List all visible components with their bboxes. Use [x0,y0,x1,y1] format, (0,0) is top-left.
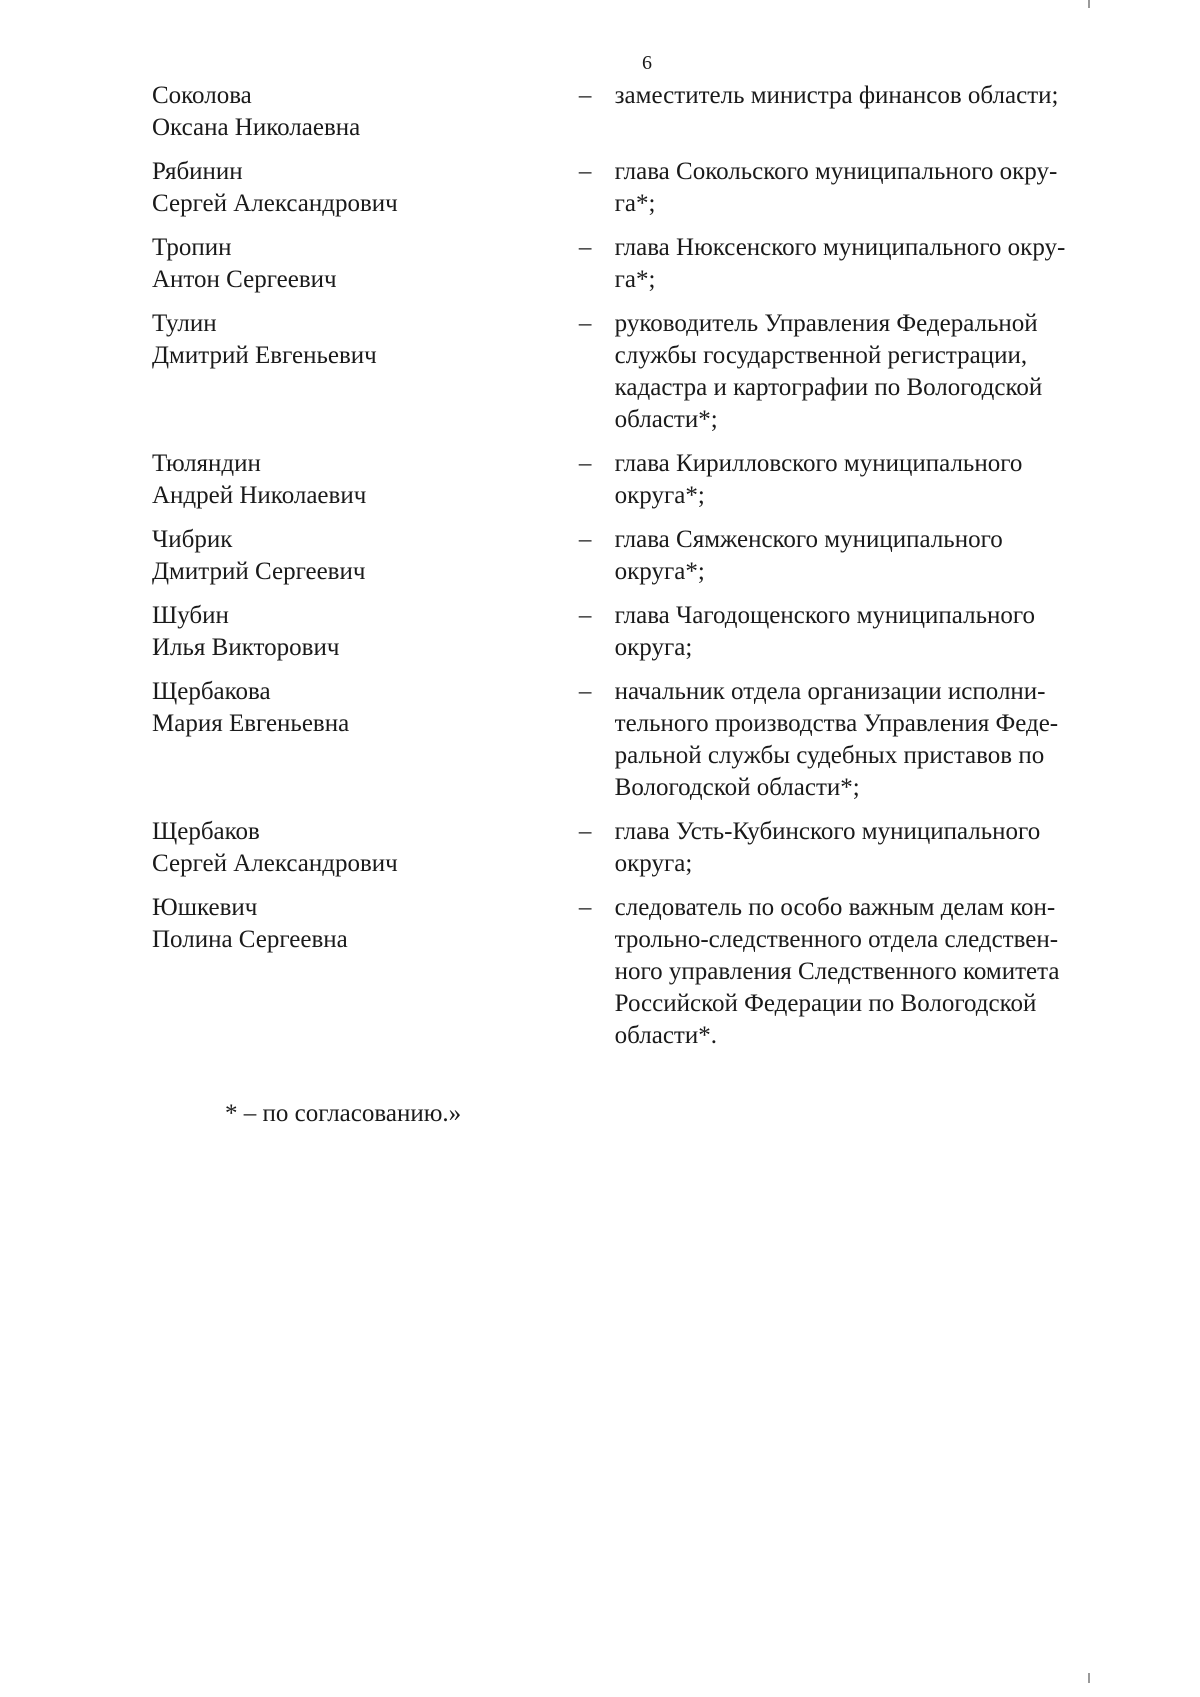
member-given-names: Илья Викторович [152,634,340,661]
member-position: глава Сокольского муниципального окру- га*; [614,158,1058,217]
member-position: следователь по особо важным делам кон- трольно-следственного отдела следствен- ного управления Следственного комитета Российской Федерации по Вологодской области*. [614,894,1060,1049]
member-row [152,676,1132,804]
member-surname: Юшкевич [152,894,258,921]
member-row [152,80,1132,144]
member-given-names: Андрей Николаевич [152,482,367,509]
member-row [152,232,1132,296]
scan-mark [1088,1673,1090,1683]
member-name [152,308,570,372]
member-given-names: Мария Евгеньевна [152,710,350,737]
member-position: глава Усть-Кубинского муниципального округа; [614,818,1041,877]
dash-separator: – [578,158,592,185]
member-row [152,892,1132,1052]
dash-separator: – [578,526,592,553]
dash-separator: – [578,894,592,921]
dash-separator: – [578,602,592,629]
member-name [152,600,570,664]
member-given-names: Дмитрий Евгеньевич [152,342,377,369]
member-position: глава Нюксенского муниципального окру- га*; [614,234,1066,293]
member-surname: Щербаков [152,818,260,845]
member-surname: Тропин [152,234,232,261]
member-position: глава Кирилловского муниципального округа*; [614,450,1023,509]
member-position: руководитель Управления Федеральной службы государственной регистрации, кадастра и картографии по Вологодской области*; [614,310,1043,433]
member-given-names: Сергей Александрович [152,190,398,217]
member-surname: Тюляндин [152,450,261,477]
members-list [152,80,1132,1064]
member-row [152,308,1132,436]
dash-separator: – [578,818,592,845]
scan-mark [1088,0,1090,8]
member-row [152,448,1132,512]
dash-separator: – [578,310,592,337]
member-name [152,524,570,588]
member-position: заместитель министра финансов области; [614,82,1059,109]
member-given-names: Антон Сергеевич [152,266,337,293]
page-number: 6 [642,52,652,74]
member-given-names: Оксана Николаевна [152,114,361,141]
member-name [152,156,570,220]
member-given-names: Дмитрий Сергеевич [152,558,366,585]
member-surname: Щербакова [152,678,271,705]
footnote: * – по согласованию.» [225,1100,462,1127]
dash-separator: – [578,234,592,261]
member-surname: Рябинин [152,158,243,185]
member-name [152,892,570,956]
member-position: начальник отдела организации исполни- тельного производства Управления Феде- ральной службы судебных приставов по Вологодской области*; [614,678,1059,801]
dash-separator: – [578,678,592,705]
member-name [152,448,570,512]
member-surname: Тулин [152,310,217,337]
member-name [152,676,570,740]
member-given-names: Сергей Александрович [152,850,398,877]
member-name [152,816,570,880]
member-row [152,524,1132,588]
member-name [152,80,570,144]
member-surname: Шубин [152,602,229,629]
member-row [152,816,1132,880]
member-given-names: Полина Сергеевна [152,926,348,953]
member-name [152,232,570,296]
member-row [152,600,1132,664]
member-position: глава Сямженского муниципального округа*; [614,526,1003,585]
member-row [152,156,1132,220]
member-surname: Чибрик [152,526,233,553]
dash-separator: – [578,450,592,477]
member-surname: Соколова [152,82,252,109]
dash-separator: – [578,82,592,109]
member-position: глава Чагодощенского муниципального округа; [614,602,1036,661]
